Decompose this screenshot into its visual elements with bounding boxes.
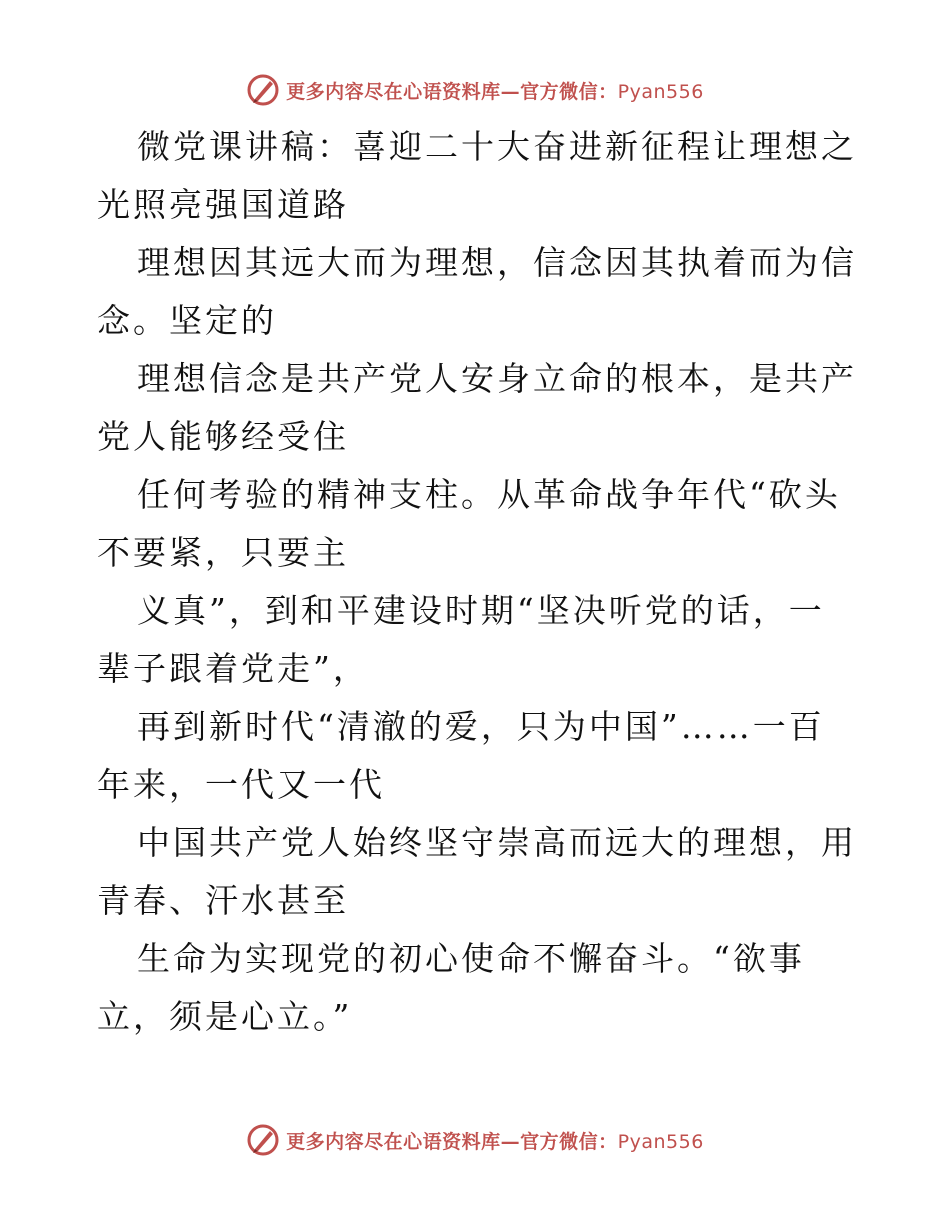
footer-watermark — [0, 1120, 950, 1160]
document-body — [97, 118, 857, 1046]
paragraph: 理想信念是共产党人安身立命的根本，是共产党人能够经受住 — [97, 359, 857, 456]
quill-logo-icon — [246, 1123, 280, 1157]
paragraph: 微党课讲稿：喜迎二十大奋进新征程让理想之光照亮强国道路 — [97, 127, 857, 224]
watermark-id: Pyan556 — [617, 1130, 704, 1153]
paragraph: 任何考验的精神支柱。从革命战争年代“砍头不要紧，只要主 — [97, 475, 841, 572]
watermark-text: 更多内容尽在心语资料库—官方微信：Pyan556 — [286, 1130, 704, 1153]
paragraph: 义真”，到和平建设时期“坚决听党的话，一辈子跟着党走”， — [97, 591, 825, 688]
paragraph: 中国共产党人始终坚守崇高而远大的理想，用青春、汗水甚至 — [97, 823, 857, 920]
quill-logo-icon — [246, 73, 280, 107]
paragraph: 生命为实现党的初心使命不懈奋斗。“欲事立，须是心立。” — [97, 939, 805, 1036]
watermark-text: 更多内容尽在心语资料库—官方微信：Pyan556 — [286, 80, 704, 103]
header-watermark — [0, 70, 950, 110]
paragraph: 理想因其远大而为理想，信念因其执着而为信念。坚定的 — [97, 243, 857, 340]
watermark-id: Pyan556 — [617, 80, 704, 103]
paragraph: 再到新时代“清澈的爱，只为中国”……一百年来，一代又一代 — [97, 707, 825, 804]
